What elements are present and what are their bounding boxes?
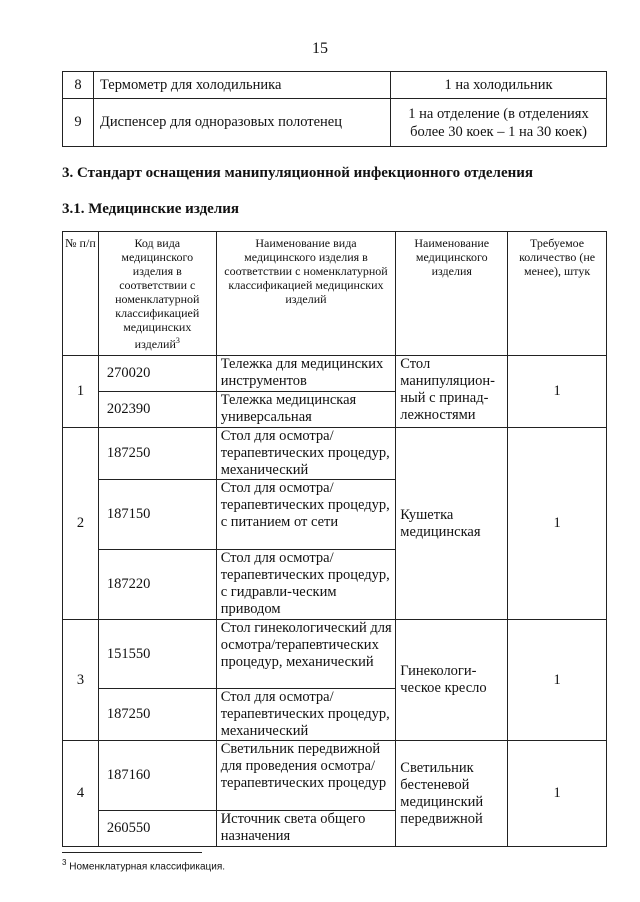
device-code: 187250 (98, 428, 216, 480)
table-row (63, 99, 607, 147)
device-quantity: 1 (508, 428, 607, 620)
device-code: 187160 (98, 741, 216, 811)
device-kind-name: Стол для осмотра/терапевтических процедур, с питанием от сети (216, 480, 396, 550)
device-kind-name: Стол для осмотра/терапевтических процедур, механический (216, 428, 396, 480)
subsection-title: 3.1. Медицинские изделия (62, 201, 239, 217)
device-name: Кушетка медицинская (396, 428, 508, 620)
header-quantity: Требуемое количество (не менее), штук (508, 232, 607, 356)
table-row (63, 741, 607, 811)
row-number: 8 (63, 72, 94, 99)
section-title: 3. Стандарт оснащения манипуляционной инфекционного отделения (62, 165, 534, 181)
device-kind-name: Источник света общего назначения (216, 811, 396, 847)
device-quantity: 1 (508, 620, 607, 741)
footnote-text: Номенклатурная классификация. (69, 861, 226, 873)
table-row (63, 356, 607, 392)
device-kind-name: Тележка медицинская универсальная (216, 392, 396, 428)
table-header-row (63, 232, 607, 356)
device-code: 187250 (98, 689, 216, 741)
item-name: Диспенсер для одноразовых полотенец (94, 99, 391, 147)
item-name: Термометр для холодильника (94, 72, 391, 99)
device-quantity: 1 (508, 356, 607, 428)
device-kind-name: Стол для осмотра/терапевтических процедур, с гидравли-ческим приводом (216, 550, 396, 620)
group-number: 3 (63, 620, 99, 741)
table-row (63, 620, 607, 689)
header-kind-name: Наименование вида медицинского изделия в соответствии с номенклатурной классификацией медицинских изделий (216, 232, 396, 356)
footnote (62, 858, 225, 872)
table-row (63, 72, 607, 99)
header-code-text: Код вида медицинского изделия в соответствии с номенклатурной классификацией медицинских изделий (115, 236, 200, 351)
equipment-table-continued (62, 71, 607, 147)
device-name: Гинекологи-ческое кресло (396, 620, 508, 741)
footnote-mark: 3 (62, 858, 67, 867)
device-name: Светильник бестеневой медицинский передвижной (396, 741, 508, 847)
device-code: 202390 (98, 392, 216, 428)
header-number: № п/п (63, 232, 99, 356)
group-number: 1 (63, 356, 99, 428)
device-code: 270020 (98, 356, 216, 392)
device-quantity: 1 (508, 741, 607, 847)
device-kind-name: Стол для осмотра/терапевтических процедур, механический (216, 689, 396, 741)
group-number: 4 (63, 741, 99, 847)
device-code: 187150 (98, 480, 216, 550)
device-code: 187220 (98, 550, 216, 620)
device-kind-name: Тележка для медицинских инструментов (216, 356, 396, 392)
header-code (98, 232, 216, 356)
row-number: 9 (63, 99, 94, 147)
group-number: 2 (63, 428, 99, 620)
footnote-divider (62, 852, 202, 853)
medical-devices-table (62, 231, 607, 847)
device-kind-name: Стол гинекологический для осмотра/терапевтических процедур, механический (216, 620, 396, 689)
page-number: 15 (312, 40, 328, 57)
header-device-name: Наименование медицинского изделия (396, 232, 508, 356)
table-row (63, 428, 607, 480)
item-quantity: 1 на отделение (в отделениях более 30 коек – 1 на 30 коек) (391, 99, 607, 147)
device-code: 260550 (98, 811, 216, 847)
footnote-ref: 3 (175, 336, 180, 345)
device-name: Стол манипуляцион-ный с принад-лежностями (396, 356, 508, 428)
device-code: 151550 (98, 620, 216, 689)
device-kind-name: Светильник передвижной для проведения осмотра/терапевтических процедур (216, 741, 396, 811)
item-quantity: 1 на холодильник (391, 72, 607, 99)
